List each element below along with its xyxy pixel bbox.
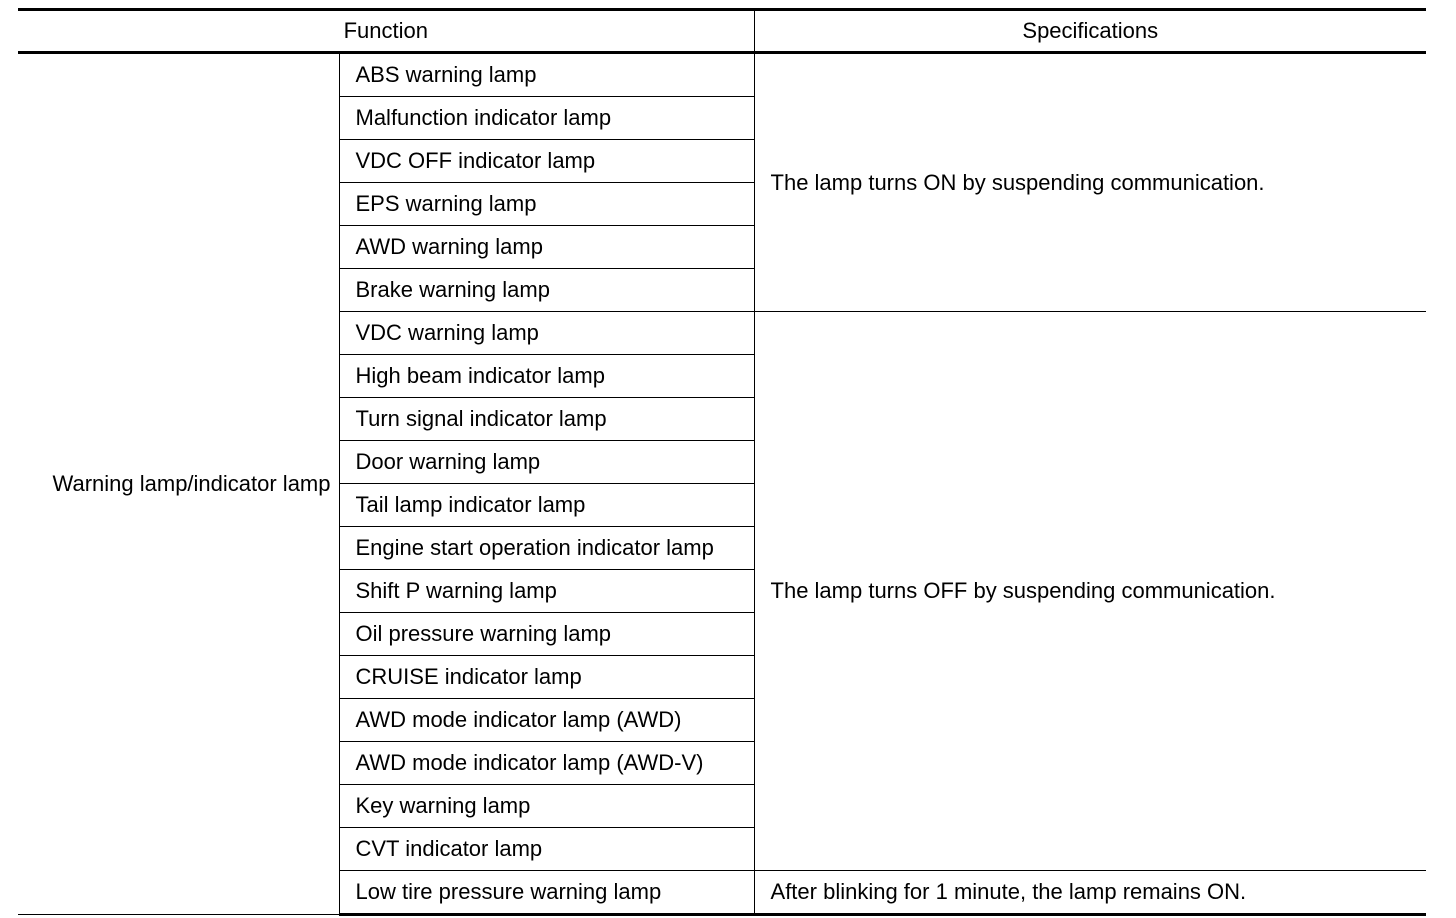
lamp-name: VDC warning lamp xyxy=(339,312,754,355)
header-row xyxy=(18,10,1426,53)
lamp-name: Low tire pressure warning lamp xyxy=(339,871,754,915)
lamp-name: AWD mode indicator lamp (AWD-V) xyxy=(339,742,754,785)
lamp-name: AWD mode indicator lamp (AWD) xyxy=(339,699,754,742)
lamp-name: High beam indicator lamp xyxy=(339,355,754,398)
spec-lamp-off: The lamp turns OFF by suspending communication. xyxy=(754,312,1426,871)
lamp-name: Turn signal indicator lamp xyxy=(339,398,754,441)
specifications-header: Specifications xyxy=(754,10,1426,53)
lamp-name: Door warning lamp xyxy=(339,441,754,484)
lamp-name: CRUISE indicator lamp xyxy=(339,656,754,699)
lamp-name: EPS warning lamp xyxy=(339,183,754,226)
lamp-name: Shift P warning lamp xyxy=(339,570,754,613)
spec-blink-remain-on: After blinking for 1 minute, the lamp remains ON. xyxy=(754,871,1426,915)
spec-lamp-on: The lamp turns ON by suspending communication. xyxy=(754,53,1426,312)
group-label: Warning lamp/indicator lamp xyxy=(18,53,339,915)
function-header: Function xyxy=(18,10,754,53)
lamp-name: Engine start operation indicator lamp xyxy=(339,527,754,570)
lamp-name: Oil pressure warning lamp xyxy=(339,613,754,656)
lamp-name: Tail lamp indicator lamp xyxy=(339,484,754,527)
lamp-name: VDC OFF indicator lamp xyxy=(339,140,754,183)
lamp-specification-table xyxy=(18,8,1426,916)
lamp-name: CVT indicator lamp xyxy=(339,828,754,871)
lamp-name: Key warning lamp xyxy=(339,785,754,828)
lamp-name: AWD warning lamp xyxy=(339,226,754,269)
lamp-name: Brake warning lamp xyxy=(339,269,754,312)
lamp-name: ABS warning lamp xyxy=(339,53,754,97)
lamp-name: Malfunction indicator lamp xyxy=(339,97,754,140)
table-row xyxy=(18,53,1426,97)
